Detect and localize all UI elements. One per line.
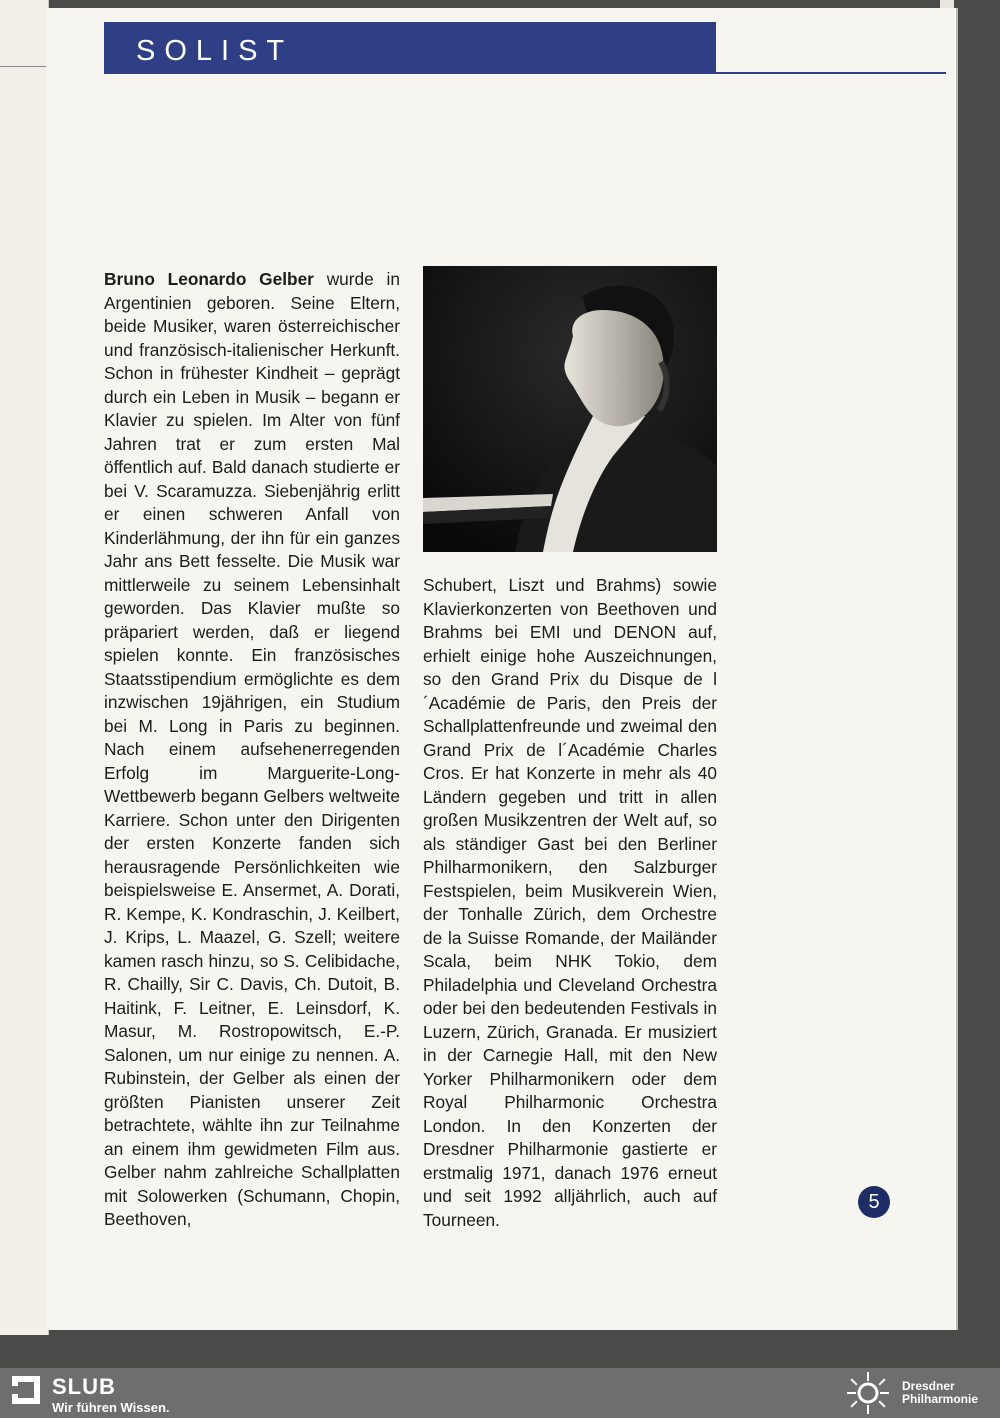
- article-right-column: Schubert, Liszt und Brahms) sowie Klavierkonzerten von Beethoven und Brahms bei EMI und DENON auf, erhielt einige hohe Auszeichnungen, so den Grand Prix du Disque de l´Académie de Paris, den Preis der Schallplattenfreunde und zweimal den Grand Prix de l´Académie Charles Cros. Er hat Konzerte in mehr als 40 Ländern gegeben und tritt in allen großen Musikzentren der Welt auf, so als ständiger Gast bei den Berliner Philharmonikern, den Salzburger Festspielen, beim Musikverein Wien, der Tonhalle Zürich, dem Orchestre de la Suisse Romande, der Mailänder Scala, beim NHK Tokio, dem Philadelphia und Cleveland Orchestra oder bei den bedeutenden Festivals in Luzern, Zürich, Granada. Er musiziert in der Carnegie Hall, mit den New Yorker Philharmonikern oder dem Royal Philharmonic Orchestra London. In den Konzerten der Dresdner Philharmonie gastierte er erstmalig 1971, danach 1976 erneut und seit 1992 alljährlich, auch auf Tourneen.: [423, 575, 717, 1230]
- header-rule: [716, 72, 946, 74]
- article-left-column: [104, 268, 400, 1232]
- slub-logo-icon: [12, 1376, 40, 1404]
- partner-name-line1: Dresdner: [902, 1379, 955, 1393]
- partner-name: [902, 1380, 978, 1406]
- pianist-photo-icon: [423, 266, 717, 552]
- section-title: SOLIST: [136, 35, 294, 67]
- previous-page-edge: [0, 0, 49, 1335]
- previous-page-rule: [0, 66, 48, 67]
- slub-tagline: Wir führen Wissen.: [52, 1400, 170, 1415]
- library-footer: [0, 1368, 1000, 1418]
- dresdner-philharmonie-logo-icon: [842, 1372, 894, 1414]
- artist-photo: [423, 266, 717, 552]
- partner-name-line2: Philharmonie: [902, 1392, 979, 1406]
- left-column-body: wurde in Argentinien geboren. Seine Eltern, beide Musiker, waren österreichischer und französisch-italienischer Herkunft. Schon in frühester Kindheit – geprägt durch ein Leben in Musik – begann er Klavier zu spielen. Im Alter von fünf Jahren trat er zum ersten Mal öffentlich auf. Bald danach studierte er bei V. Scaramuzza. Siebenjährig erlitt er einen schweren Anfall von Kinderlähmung, der ihn für ein ganzes Jahr ans Bett fesselte. Die Musik war mittlerweile zu seinem Lebensinhalt geworden. Das Klavier mußte so präpariert werden, daß er liegend spielen konnte. Ein französisches Staatsstipendium ermöglichte es dem inzwischen 19jährigen, ein Studium bei M. Long in Paris zu beginnen. Nach einem aufsehenerregenden Erfolg im Marguerite-Long-Wettbewerb begann Gelbers weltweite Karriere. Schon unter den Dirigenten der ersten Konzerte fanden sich herausragende Persönlichkeiten wie beispielsweise E. Ansermet, A. Dorati, R. Kempe, K. Kondraschin, J. Keilbert, J. Krips, L. Maazel, G. Szell; weitere kamen rasch hinzu, so S. Celibidache, R. Chailly, Sir C. Davis, Ch. Dutoit, B. Haitink, F. Leitner, E. Leinsdorf, K. Masur, M. Rostropowitsch, E.-P. Salonen, um nur einige zu nennen. A. Rubinstein, der Gelber als einen der größten Pianisten unserer Zeit betrachtete, wählte ihn zur Teilnahme an einem ihm gewidmeten Film aus. Gelber nahm zahlreiche Schallplatten mit Solowerken (Schumann, Chopin, Beethoven,: [104, 269, 401, 1229]
- page-number: 5: [858, 1186, 890, 1218]
- artist-name: Bruno Leonardo Gelber: [104, 269, 314, 289]
- slub-name: SLUB: [52, 1374, 116, 1399]
